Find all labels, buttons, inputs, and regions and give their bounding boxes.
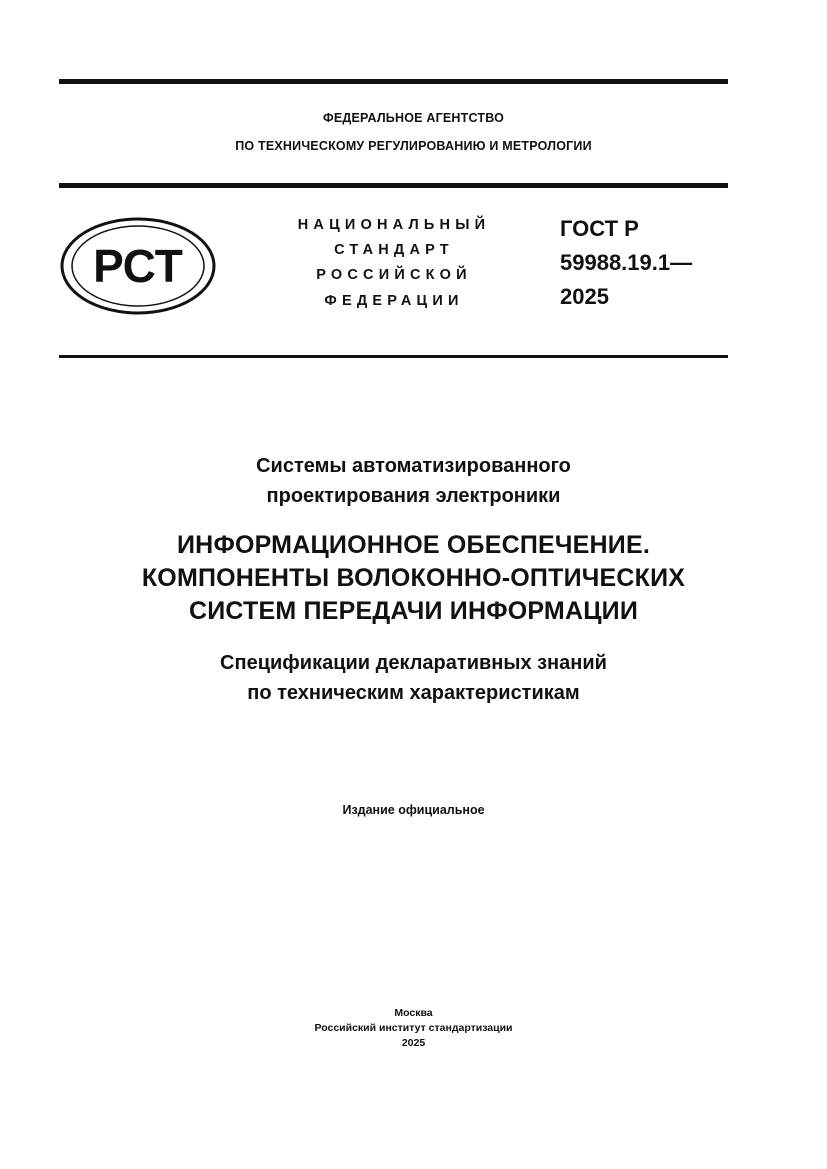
title-subpart bbox=[0, 648, 827, 708]
bottom-rule bbox=[59, 355, 728, 358]
subpart-line1: Спецификации декларативных знаний bbox=[220, 652, 607, 674]
main-title-line1: ИНФОРМАЦИОННОЕ ОБЕСПЕЧЕНИЕ. bbox=[177, 531, 650, 559]
imprint-city: Москва bbox=[394, 1007, 433, 1019]
national-standard-line2: СТАНДАРТ bbox=[334, 242, 454, 258]
middle-rule bbox=[59, 183, 728, 188]
title-group bbox=[0, 451, 827, 511]
main-title-line3: СИСТЕМ ПЕРЕДАЧИ ИНФОРМАЦИИ bbox=[188, 597, 639, 625]
title-group-line2: проектирования электроники bbox=[266, 485, 561, 507]
standard-designation bbox=[560, 212, 692, 314]
main-title-line2: КОМПОНЕНТЫ ВОЛОКОННО-ОПТИЧЕСКИХ bbox=[141, 564, 686, 592]
edition-label: Издание официальное bbox=[342, 803, 485, 817]
agency-name-line1: ФЕДЕРАЛЬНОЕ АГЕНТСТВО bbox=[322, 111, 505, 125]
agency-name-line2: ПО ТЕХНИЧЕСКОМУ РЕГУЛИРОВАНИЮ И МЕТРОЛОГИИ bbox=[235, 139, 592, 153]
designation-line2: 59988.19.1— bbox=[560, 250, 693, 275]
title-group-line1: Системы автоматизированного bbox=[256, 455, 571, 477]
designation-line1: ГОСТ Р bbox=[560, 216, 639, 241]
national-standard-line1: НАЦИОНАЛЬНЫЙ bbox=[297, 217, 491, 233]
imprint-year: 2025 bbox=[401, 1037, 426, 1049]
imprint bbox=[0, 1006, 827, 1051]
imprint-publisher: Российский институт стандартизации bbox=[314, 1022, 513, 1034]
national-standard-line4: ФЕДЕРАЦИИ bbox=[324, 293, 464, 309]
top-rule bbox=[59, 79, 728, 84]
rst-gost-emblem-icon bbox=[59, 216, 217, 316]
designation-line3: 2025 bbox=[560, 284, 609, 309]
subpart-line2: по техническим характеристикам bbox=[247, 682, 580, 704]
svg-text:РСТ: РСТ bbox=[93, 240, 183, 292]
main-title bbox=[0, 529, 827, 628]
national-standard-line3: РОССИЙСКОЙ bbox=[316, 267, 472, 283]
